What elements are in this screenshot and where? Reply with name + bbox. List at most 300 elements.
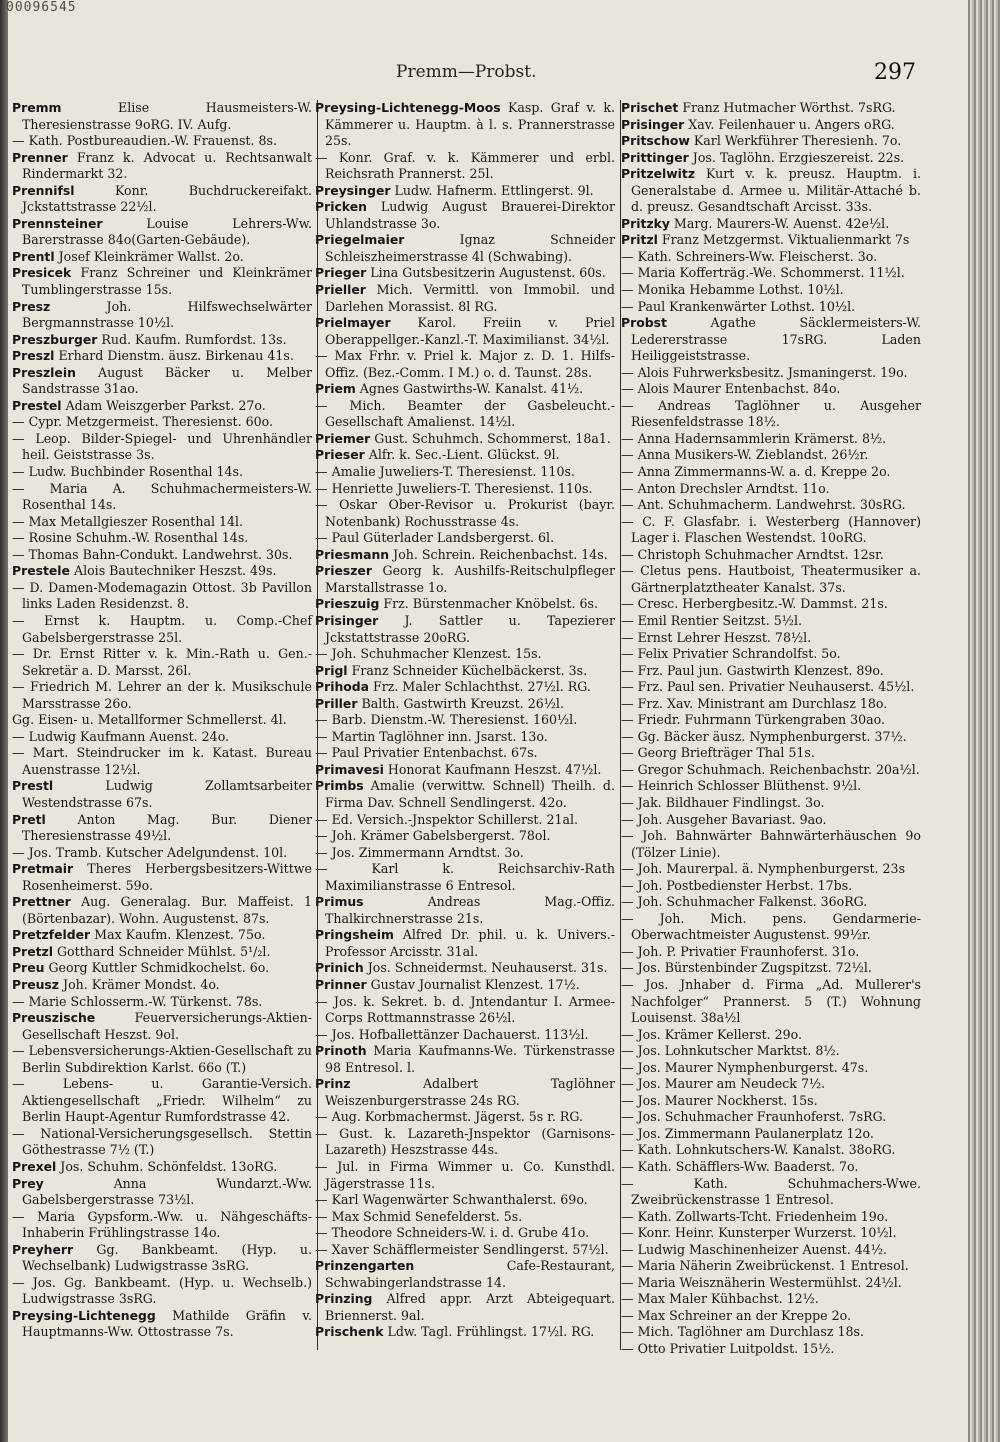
entry-details: Louise Lehrers-Ww. Barerstrasse 84o(Garten-Gebäude).	[22, 215, 312, 248]
directory-entry	[315, 1043, 615, 1076]
entry-surname: Prieller	[315, 282, 366, 298]
directory-entry	[315, 812, 615, 829]
entry-details: — Marie Schlosserm.-W. Türkenst. 78s.	[12, 993, 263, 1009]
entry-details: Rud. Kaufm. Rumfordst. 13s.	[101, 331, 287, 347]
directory-entry	[315, 183, 615, 200]
directory-entry	[12, 150, 312, 183]
entry-details: — Jos. Schuhmacher Fraunhoferst. 7sRG.	[621, 1109, 887, 1125]
directory-entry	[12, 1275, 312, 1308]
entry-surname: Prittinger	[621, 149, 689, 165]
directory-entry	[12, 133, 312, 150]
directory-entry	[621, 613, 921, 630]
directory-entry	[315, 398, 615, 431]
directory-entry	[315, 547, 615, 564]
directory-entry	[621, 663, 921, 680]
entry-details: — Jos. Maurer Nymphenburgerst. 47s.	[621, 1059, 869, 1075]
directory-entry	[621, 878, 921, 895]
entry-surname: Prennifsl	[12, 182, 75, 198]
entry-details: Konr. Buchdruckereifakt. Jckstattstrasse 22½l.	[22, 182, 312, 215]
entry-details: — Lebensversicherungs-Aktien-Gesellschaft zu Berlin Subdirektion Karlst. 66o (T.)	[12, 1043, 312, 1075]
entry-surname: Preysing-Lichtenegg-Moos	[315, 100, 501, 115]
directory-entry	[315, 596, 615, 613]
entry-surname: Prestl	[12, 778, 54, 794]
entry-details: Kasp. Graf v. k. Kämmerer u. Hauptm. à l. s. Prannerstrasse 25s.	[325, 100, 615, 149]
directory-entry	[12, 265, 312, 298]
directory-entry	[315, 315, 615, 348]
directory-entry	[315, 646, 615, 663]
directory-entry	[315, 745, 615, 762]
directory-entry	[621, 398, 921, 431]
entry-details: Franz Metzgermst. Viktualienmarkt 7s	[661, 232, 910, 248]
directory-entry	[621, 812, 921, 829]
entry-details: — Jos. Maurer am Neudeck 7½.	[621, 1076, 826, 1092]
entry-details: — Frz. Paul jun. Gastwirth Klenzest. 89o.	[621, 662, 884, 678]
directory-entry	[621, 679, 921, 696]
entry-surname: Preszlein	[12, 364, 76, 380]
entry-surname: Priesmann	[315, 546, 390, 562]
entry-details: — Andreas Taglöhner u. Ausgeher Riesenfeldstrasse 18½.	[621, 397, 921, 430]
directory-entry	[12, 613, 312, 646]
directory-entry	[12, 464, 312, 481]
entry-details: — Gg. Bäcker äusz. Nymphenburgerst. 37½.	[621, 728, 907, 744]
column-3	[621, 100, 921, 1358]
directory-entry	[621, 1341, 921, 1358]
directory-entry	[315, 381, 615, 398]
entry-details: — Kath. Postbureaudien.-W. Frauenst. 8s.	[12, 133, 277, 149]
entry-surname: Preyherr	[12, 1241, 74, 1257]
directory-entry	[12, 249, 312, 266]
entry-details: — Felix Privatier Schrandolfst. 5o.	[621, 646, 841, 662]
directory-entry	[621, 497, 921, 514]
directory-entry	[621, 1060, 921, 1077]
directory-entry	[621, 646, 921, 663]
directory-entry	[621, 100, 921, 117]
entry-details: — Cypr. Metzgermeist. Theresienst. 60o.	[12, 414, 273, 430]
directory-entry	[315, 663, 615, 680]
directory-entry	[621, 1209, 921, 1226]
entry-surname: Pretzfelder	[12, 927, 91, 943]
entry-surname: Prigl	[315, 662, 348, 678]
entry-details: — Joh. Postbedienster Herbst. 17bs.	[621, 877, 853, 893]
entry-details: — Ant. Schuhmacherm. Landwehrst. 30sRG.	[621, 497, 906, 513]
entry-details: — Kath. Schäfflers-Ww. Baaderst. 7o.	[621, 1159, 859, 1174]
entry-details: — Cletus pens. Hautboist, Theatermusiker a. Gärtnerplatztheater Kanalst. 37s.	[621, 563, 921, 595]
entry-details: — Jos. Tramb. Kutscher Adelgundenst. 10l.	[12, 844, 288, 860]
entry-surname: Preysing-Lichtenegg	[12, 1307, 156, 1323]
entry-details: — Joh. Schuhmacher Klenzest. 15s.	[315, 646, 542, 662]
directory-entry	[621, 712, 921, 729]
entry-surname: Prinich	[315, 960, 364, 976]
entry-surname: Priemer	[315, 430, 371, 446]
directory-entry	[621, 960, 921, 977]
directory-entry	[621, 514, 921, 547]
entry-details: Gg. Eisen- u. Metallformer Schmellerst. 4l.	[12, 712, 287, 728]
directory-entry	[315, 1291, 615, 1324]
entry-details: — Kath. Zollwarts-Tcht. Friedenheim 19o.	[621, 1208, 889, 1224]
directory-entry	[12, 977, 312, 994]
directory-entry	[12, 580, 312, 613]
entry-surname: Pretl	[12, 811, 46, 827]
entry-details: Feuerversicherungs-Aktien-Gesellschaft Heszst. 9ol.	[22, 1010, 312, 1042]
entry-details: — Joh. Maurerpal. ä. Nymphenburgerst. 23s	[621, 861, 906, 877]
directory-entry	[315, 828, 615, 845]
directory-entry	[621, 547, 921, 564]
directory-entry	[12, 1308, 312, 1341]
directory-entry	[621, 911, 921, 944]
directory-entry	[12, 530, 312, 547]
entry-details: Mich. Vermittl. von Immobil. und Darlehen Morassist. 8l RG.	[325, 282, 615, 314]
directory-entry	[315, 712, 615, 729]
directory-entry	[315, 729, 615, 746]
column-2	[315, 100, 615, 1341]
entry-surname: Pretzl	[12, 943, 53, 959]
directory-entry	[12, 1010, 312, 1043]
directory-entry	[621, 150, 921, 167]
entry-surname: Primavesi	[315, 761, 384, 777]
entry-surname: Prieszuig	[315, 596, 380, 612]
entry-surname: Priegelmaier	[315, 232, 405, 248]
entry-details: Max Kaufm. Klenzest. 75o.	[94, 927, 266, 943]
entry-details: — Karl Wagenwärter Schwanthalerst. 69o.	[315, 1192, 588, 1208]
entry-surname: Prieszer	[315, 563, 372, 579]
entry-surname: Prielmayer	[315, 315, 391, 331]
entry-details: — Kath. Schuhmachers-Wwe. Zweibrückenstrasse 1 Entresol.	[621, 1175, 921, 1208]
entry-details: — Barb. Dienstm.-W. Theresienst. 160½l.	[315, 712, 578, 728]
entry-surname: Pritzl	[621, 232, 658, 248]
directory-entry	[621, 944, 921, 961]
directory-entry	[12, 812, 312, 845]
directory-entry	[621, 481, 921, 498]
entry-details: Jos. Schneidermst. Neuhauserst. 31s.	[367, 960, 608, 976]
entry-details: Andreas Mag.-Offiz. Thalkirchnerstrasse 21s.	[325, 894, 615, 926]
entry-details: — Gregor Schuhmach. Reichenbachstr. 20a½l.	[621, 761, 920, 777]
entry-details: — Joh. Ausgeher Bavariast. 9ao.	[621, 811, 827, 827]
entry-details: Ludw. Hafnerm. Ettlingerst. 9l.	[394, 182, 594, 198]
directory-entry	[621, 596, 921, 613]
entry-details: Franz Schreiner und Kleinkrämer Tumblingerstrasse 15s.	[22, 265, 312, 298]
entry-details: — Georg Briefträger Thal 51s.	[621, 745, 815, 761]
entry-details: Agathe Säcklermeisters-W. Ledererstrasse 17sRG. Laden Heiliggeiststrasse.	[631, 315, 921, 364]
directory-entry	[621, 1109, 921, 1126]
entry-details: Erhard Dienstm. äusz. Birkenau 41s.	[58, 348, 294, 364]
entry-details: — Max Schreiner an der Kreppe 2o.	[621, 1307, 851, 1323]
entry-surname: Prinzing	[315, 1291, 373, 1307]
entry-surname: Prennsteiner	[12, 215, 103, 231]
directory-entry	[315, 1324, 615, 1341]
directory-entry	[12, 183, 312, 216]
entry-details: — Friedr. Fuhrmann Türkengraben 30ao.	[621, 712, 886, 728]
directory-entry	[621, 1258, 921, 1275]
entry-surname: Prinz	[315, 1076, 351, 1092]
directory-entry	[621, 563, 921, 596]
directory-entry	[621, 216, 921, 233]
entry-details: August Bäcker u. Melber Sandstrasse 31ao.	[22, 364, 312, 397]
entry-details: — Jos. k. Sekret. b. d. Jntendantur I. Armee-Corps Rottmannstrasse 26½l.	[315, 993, 615, 1026]
directory-entry	[315, 960, 615, 977]
entry-details: — Maria A. Schuhmachermeisters-W. Rosenthal 14s.	[12, 480, 312, 513]
directory-entry	[12, 1043, 312, 1076]
entry-details: — Ernst Lehrer Heszst. 78½l.	[621, 629, 812, 645]
entry-details: Frz. Bürstenmacher Knöbelst. 6s.	[383, 596, 599, 612]
directory-entry	[12, 100, 312, 133]
directory-entry	[315, 530, 615, 547]
directory-entry	[315, 1258, 615, 1291]
entry-surname: Pritschow	[621, 133, 690, 149]
directory-entry	[12, 514, 312, 531]
directory-entry	[315, 679, 615, 696]
entry-details: Ludwig August Brauerei-Direktor Uhlandstrasse 3o.	[325, 199, 615, 231]
entry-details: — Konr. Graf. v. k. Kämmerer und erbl. Reichsrath Prannerst. 25l.	[315, 149, 615, 182]
directory-entry	[12, 960, 312, 977]
entry-details: — Kath. Lohnkutschers-W. Kanalst. 38oRG.	[621, 1142, 896, 1158]
entry-details: — Leop. Bilder-Spiegel- und Uhrenhändler heil. Geiststrasse 3s.	[12, 430, 312, 463]
directory-entry	[621, 861, 921, 878]
entry-surname: Prentl	[12, 248, 55, 264]
entry-details: — Jos. Bürstenbinder Zugspitzst. 72½l.	[621, 960, 872, 976]
entry-details: — Ludw. Buchbinder Rosenthal 14s.	[12, 464, 243, 480]
directory-entry	[12, 1242, 312, 1275]
directory-entry	[315, 696, 615, 713]
directory-page	[8, 0, 968, 1442]
directory-entry	[315, 927, 615, 960]
entry-details: Franz Hutmacher Wörthst. 7sRG.	[682, 100, 896, 115]
directory-entry	[621, 1159, 921, 1176]
entry-details: Elise Hausmeisters-W. Theresienstrasse 9oRG. IV. Aufg.	[22, 100, 312, 132]
directory-entry	[315, 348, 615, 381]
directory-entry	[621, 696, 921, 713]
directory-entry	[621, 232, 921, 249]
entry-details: Xav. Feilenhauer u. Angers oRG.	[688, 116, 895, 132]
entry-surname: Priem	[315, 381, 356, 397]
directory-entry	[12, 994, 312, 1011]
entry-details: Maria Kaufmanns-We. Türkenstrasse 98 Entresol. l.	[325, 1043, 615, 1075]
directory-entry	[621, 1225, 921, 1242]
directory-entry	[621, 1076, 921, 1093]
entry-surname: Pritzelwitz	[621, 166, 696, 182]
entry-surname: Prisinger	[315, 612, 379, 628]
directory-entry	[621, 365, 921, 382]
entry-details: — Maria Kofferträg.-We. Schommerst. 11½l.	[621, 265, 905, 281]
directory-entry	[621, 265, 921, 282]
directory-entry	[621, 381, 921, 398]
directory-entry	[621, 282, 921, 299]
directory-entry	[12, 365, 312, 398]
entry-details: — Joh. Mich. pens. Gendarmerie-Oberwachtmeister Augustenst. 99½r.	[621, 910, 921, 943]
entry-details: — Ed. Versich.-Jnspektor Schillerst. 21al.	[315, 811, 579, 827]
directory-entry	[315, 894, 615, 927]
entry-details: Gg. Bankbeamt. (Hyp. u. Wechselbank) Ludwigstrasse 3sRG.	[22, 1241, 312, 1274]
directory-entry	[315, 1242, 615, 1259]
entry-details: Balth. Gastwirth Kreuzst. 26½l.	[361, 695, 564, 711]
entry-surname: Preszburger	[12, 331, 98, 347]
directory-entry	[12, 299, 312, 332]
entry-details: — Dr. Ernst Ritter v. k. Min.-Rath u. Gen.-Sekretär a. D. Marsst. 26l.	[12, 646, 312, 678]
entry-details: — Henriette Juweliers-T. Theresienst. 110s.	[315, 480, 593, 496]
directory-entry	[12, 481, 312, 514]
entry-details: Kurt v. k. preusz. Hauptm. i. Generalstabe d. Armee u. Militär-Attaché b. d. preusz. Gesandtschaft Arcisst. 33s.	[631, 166, 921, 215]
directory-entry	[621, 1324, 921, 1341]
directory-entry	[315, 1027, 615, 1044]
directory-entry	[315, 100, 615, 150]
entry-details: — Joh. P. Privatier Fraunhoferst. 31o.	[621, 943, 860, 959]
directory-entry	[315, 845, 615, 862]
directory-entry	[621, 729, 921, 746]
directory-entry	[12, 563, 312, 580]
directory-entry	[12, 679, 312, 712]
column-1	[12, 100, 312, 1341]
entry-surname: Preusz	[12, 976, 60, 992]
entry-details: Adalbert Taglöhner Weiszenburgerstrasse 24s RG.	[325, 1076, 615, 1108]
entry-details: — Max Metallgieszer Rosenthal 14l.	[12, 513, 244, 529]
directory-entry	[621, 249, 921, 266]
directory-entry	[315, 1225, 615, 1242]
entry-details: Amalie (verwittw. Schnell) Theilh. d. Firma Dav. Schnell Sendlingerst. 42o.	[325, 778, 615, 810]
entry-details: — Anna Musikers-W. Zieblandst. 26½r.	[621, 447, 869, 463]
directory-entry	[315, 1159, 615, 1192]
directory-entry	[621, 894, 921, 911]
entry-surname: Primbs	[315, 778, 364, 794]
entry-details: Ldw. Tagl. Frühlingst. 17½l. RG.	[387, 1324, 595, 1340]
entry-surname: Probst	[621, 315, 667, 331]
directory-entry	[621, 1176, 921, 1209]
entry-details: Gustav Journalist Klenzest. 17½.	[370, 976, 580, 992]
entry-details: — Thomas Bahn-Condukt. Landwehrst. 30s.	[12, 546, 293, 562]
entry-surname: Prenner	[12, 149, 68, 165]
directory-entry	[621, 166, 921, 216]
entry-surname: Prettner	[12, 894, 71, 910]
entry-details: — Heinrich Schlosser Blüthenst. 9½l.	[621, 778, 862, 794]
directory-entry	[621, 1308, 921, 1325]
entry-details: Lina Gutsbesitzerin Augustenst. 60s.	[370, 265, 606, 281]
entry-details: — Kath. Schreiners-Ww. Fleischerst. 3o.	[621, 248, 878, 264]
entry-details: Theres Herbergsbesitzers-Wittwe Rosenheimerst. 59o.	[22, 861, 312, 893]
entry-details: Karol. Freiin v. Priel Oberappellger.-Kanzl.-T. Maximilianst. 34½l.	[325, 315, 615, 347]
directory-entry	[315, 481, 615, 498]
entry-details: Jos. Taglöhn. Erzgieszereist. 22s.	[692, 149, 905, 165]
directory-entry	[12, 547, 312, 564]
directory-entry	[621, 1142, 921, 1159]
entry-details: — Lebens- u. Garantie-Versich. Aktiengesellschaft „Friedr. Wilhelm“ zu Berlin Haupt-Agentur Rumfordstrasse 42.	[12, 1076, 312, 1125]
directory-entry	[621, 299, 921, 316]
entry-surname: Prischet	[621, 100, 679, 115]
directory-entry	[315, 762, 615, 779]
entry-details: Ludwig Zollamtsarbeiter Westendstrasse 67s.	[22, 778, 312, 810]
entry-surname: Pricken	[315, 199, 367, 215]
entry-details: — Joh. Krämer Gabelsbergerst. 78ol.	[315, 828, 551, 844]
entry-details: — Amalie Juweliers-T. Theresienst. 110s.	[315, 464, 575, 480]
entry-details: — Anton Drechsler Arndtst. 11o.	[621, 480, 830, 496]
entry-surname: Prey	[12, 1175, 44, 1191]
entry-details: — Paul Krankenwärter Lothst. 10½l.	[621, 298, 856, 314]
directory-entry	[621, 795, 921, 812]
entry-details: — Karl k. Reichsarchiv-Rath Maximilianstrasse 6 Entresol.	[315, 861, 615, 893]
entry-surname: Presicek	[12, 265, 72, 281]
entry-details: Joh. Schrein. Reichenbachst. 14s.	[393, 546, 608, 562]
entry-details: Marg. Maurers-W. Auenst. 42e½l.	[673, 215, 890, 231]
entry-details: — Maria Gypsform.-Ww. u. Nähgeschäfts-Inhaberin Frühlingstrasse 14o.	[12, 1208, 312, 1241]
directory-entry	[315, 265, 615, 282]
entry-details: — Ludwig Kaufmann Auenst. 24o.	[12, 728, 230, 744]
running-title: Premm—Probst.	[396, 62, 537, 82]
directory-entry	[12, 431, 312, 464]
entry-details: — Cresc. Herbergbesitz.-W. Dammst. 21s.	[621, 596, 888, 612]
entry-details: Adam Weiszgerber Parkst. 27o.	[65, 397, 266, 413]
directory-entry	[12, 845, 312, 862]
entry-surname: Prieger	[315, 265, 367, 281]
entry-details: — Jos. Krämer Kellerst. 29o.	[621, 1026, 803, 1042]
entry-details: — Mich. Beamter der Gasbeleucht.-Gesellschaft Amalienst. 14½l.	[315, 397, 615, 430]
entry-details: Honorat Kaufmann Heszst. 47½l.	[387, 761, 602, 777]
directory-entry	[621, 1043, 921, 1060]
entry-surname: Preysinger	[315, 182, 391, 198]
entry-details: — Maria Näherin Zweibrückenst. 1 Entresol.	[621, 1258, 909, 1274]
directory-entry	[315, 464, 615, 481]
entry-surname: Premm	[12, 100, 62, 115]
page-number: 297	[874, 60, 916, 85]
entry-details: — Frz. Xav. Ministrant am Durchlasz 18o.	[621, 695, 888, 711]
directory-entry	[12, 927, 312, 944]
directory-entry	[315, 778, 615, 811]
entry-surname: Prieser	[315, 447, 365, 463]
directory-entry	[315, 977, 615, 994]
entry-details: — Anna Hadernsammlerin Krämerst. 8½.	[621, 430, 887, 446]
entry-details: — National-Versicherungsgesellsch. Stettin Göthestrasse 7½ (T.)	[12, 1125, 312, 1158]
entry-details: — Rosine Schuhm.-W. Rosenthal 14s.	[12, 530, 249, 546]
entry-surname: Prexel	[12, 1159, 57, 1174]
entry-details: — C. F. Glasfabr. i. Westerberg (Hannover) Lager i. Flaschen Westendst. 10oRG.	[621, 513, 921, 546]
entry-details: Mathilde Gräfin v. Hauptmanns-Ww. Ottostrasse 7s.	[22, 1307, 312, 1340]
entry-surname: Prihoda	[315, 679, 370, 695]
entry-details: J. Sattler u. Tapezierer Jckstattstrasse 20oRG.	[325, 612, 615, 645]
directory-entry	[621, 1242, 921, 1259]
directory-entry	[12, 348, 312, 365]
entry-details: — Xaver Schäfflermeister Sendlingerst. 57½l.	[315, 1241, 609, 1257]
entry-surname: Pritzky	[621, 215, 670, 231]
entry-surname: Prestel	[12, 397, 62, 413]
directory-entry	[12, 1176, 312, 1209]
entry-details: Georg Kuttler Schmidkochelst. 6o.	[48, 960, 270, 976]
entry-details: — Jos. Jnhaber d. Firma „Ad. Mullerer's Nachfolger“ Prannerst. 5 (T.) Wohnung Louisenst. 38a½l	[621, 976, 921, 1026]
entry-details: Franz k. Advocat u. Rechtsanwalt Rindermarkt 32.	[22, 149, 312, 182]
entry-details: — Alois Maurer Entenbachst. 84o.	[621, 381, 841, 397]
entry-details: — Max Schmid Senefelderst. 5s.	[315, 1208, 523, 1224]
directory-entry	[12, 1076, 312, 1126]
directory-entry	[12, 712, 312, 729]
entry-surname: Prischenk	[315, 1324, 384, 1340]
entry-details: Cafe-Restaurant, Schwabingerlandstrasse 14.	[325, 1258, 615, 1290]
entry-details: — Joh. Bahnwärter Bahnwärterhäuschen 9o (Tölzer Linie).	[621, 828, 921, 860]
scan-id-label: 00096545	[6, 0, 77, 15]
directory-entry	[315, 1209, 615, 1226]
entry-details: Georg k. Aushilfs-Reitschulpfleger Marstallstrasse 1o.	[325, 563, 615, 595]
directory-entry	[621, 828, 921, 861]
entry-surname: Presz	[12, 298, 51, 314]
entry-details: — Jos. Zimmermann Paulanerplatz 12o.	[621, 1125, 874, 1141]
entry-details: — Martin Taglöhner inn. Jsarst. 13o.	[315, 728, 548, 744]
entry-details: — Gust. k. Lazareth-Jnspektor (Garnisons-Lazareth) Heszstrasse 44s.	[315, 1125, 615, 1158]
directory-entry	[12, 894, 312, 927]
directory-entry	[621, 431, 921, 448]
directory-entry	[315, 1076, 615, 1109]
entry-details: — Alois Fuhrwerksbesitz. Jsmaningerst. 19o.	[621, 364, 908, 380]
directory-entry	[315, 994, 615, 1027]
entry-details: — Max Maler Kühbachst. 12½.	[621, 1291, 819, 1307]
entry-details: Alois Bautechniker Heszst. 49s.	[73, 563, 277, 579]
directory-entry	[315, 1109, 615, 1126]
directory-entry	[12, 745, 312, 778]
entry-details: — Oskar Ober-Revisor u. Prokurist (bayr. Notenbank) Rochusstrasse 4s.	[315, 497, 615, 529]
entry-details: Jos. Schuhm. Schönfeldst. 13oRG.	[60, 1159, 278, 1174]
